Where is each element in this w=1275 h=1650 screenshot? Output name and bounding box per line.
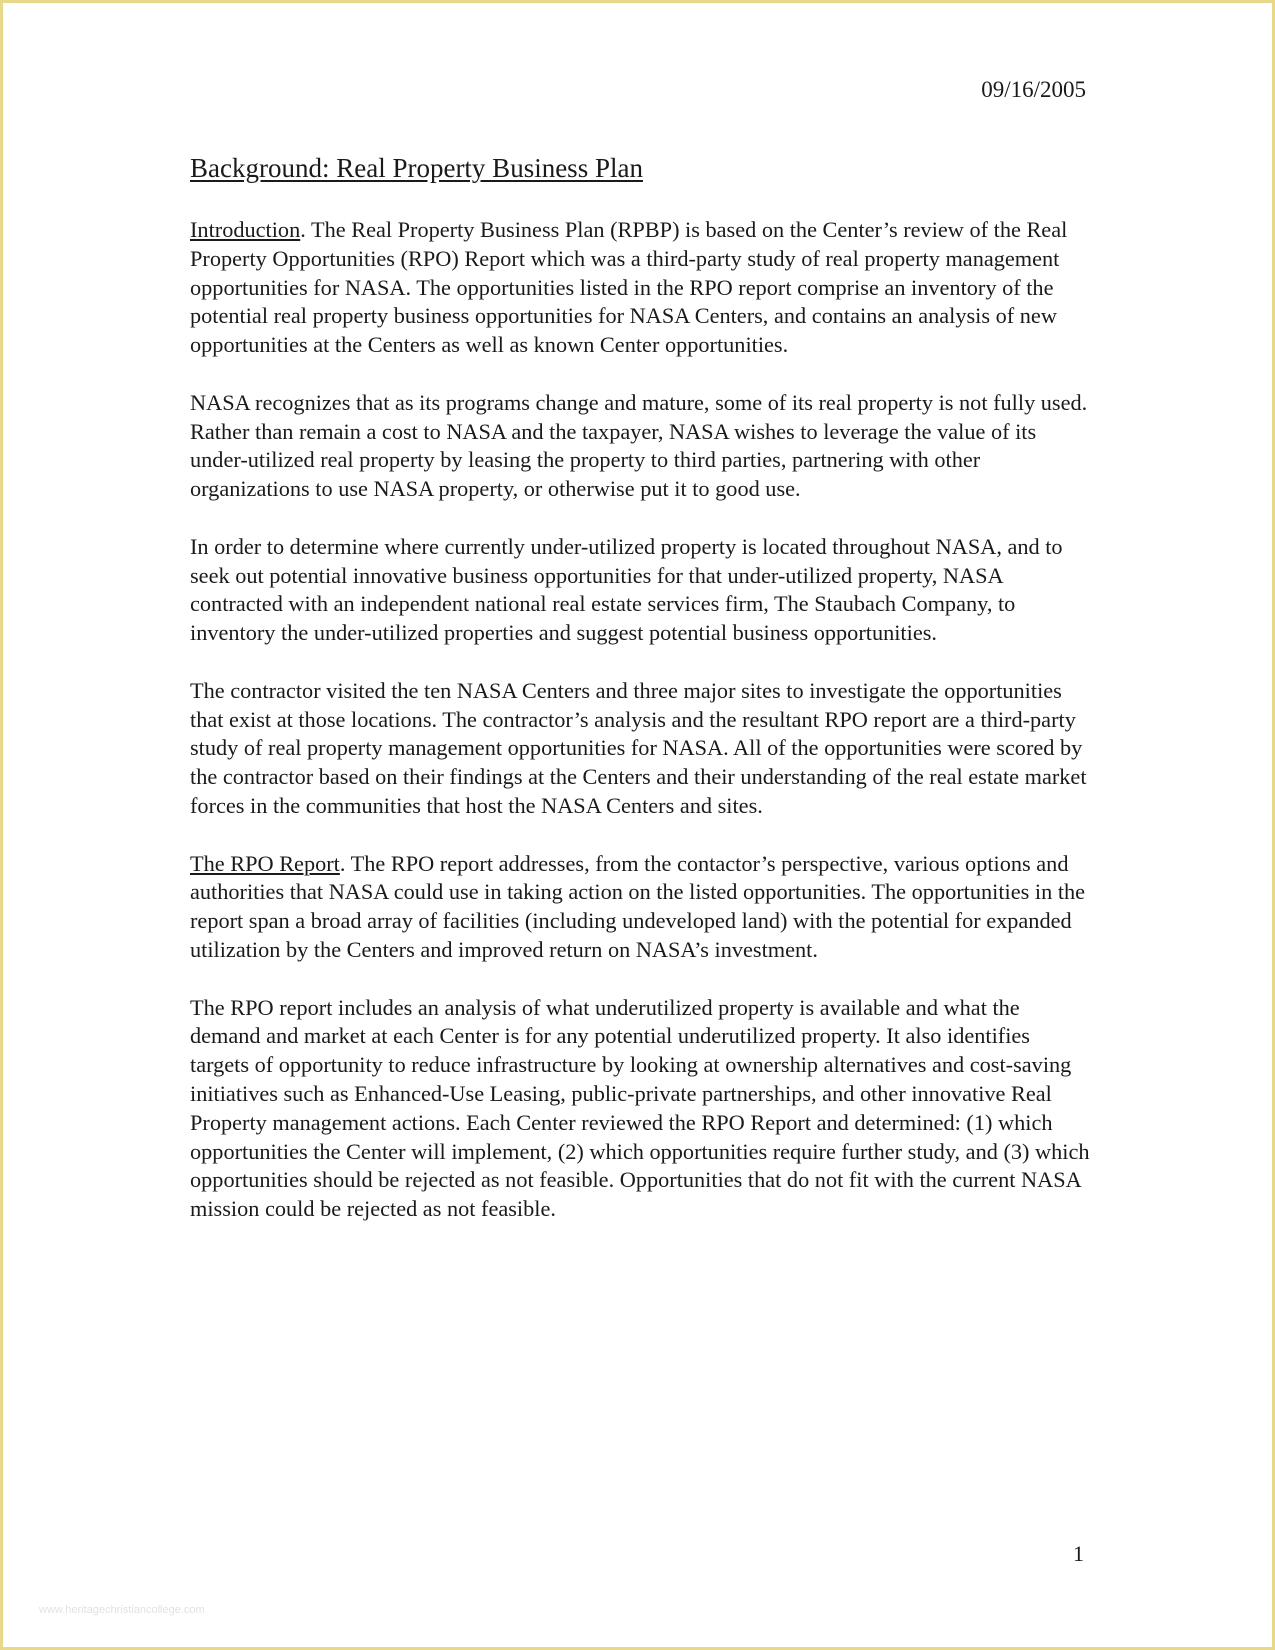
paragraph-rpo-analysis — [190, 994, 1090, 1224]
paragraph-text: In order to determine where currently under-utilized property is located throughout NASA, and to seek out potential innovative business opportunities for that under-utilized property, NASA contracted with an independent national real estate services firm, The Staubach Company, to inventory the under-utilized properties and suggest potential business opportunities. — [190, 533, 1063, 646]
paragraph-text: The RPO report includes an analysis of what underutilized property is available and what the demand and market at each Center is for any potential underutilized property. It also identifies targets of opportunity to reduce infrastructure by looking at ownership alternatives and cost-saving initiatives such as Enhanced-Use Leasing, public-private partnerships, and other innovative Real Property management actions. Each Center reviewed the RPO Report and determined: (1) which opportunities the Center will implement, (2) which opportunities require further study, and (3) which opportunities should be rejected as not feasible. Opportunities that do not fit with the current NASA mission could be rejected as not feasible. — [190, 994, 1090, 1222]
paragraph-introduction — [190, 216, 1090, 360]
paragraph-lead-heading: The RPO Report — [190, 850, 340, 876]
watermark-text: www.heritagechristiancollege.com — [39, 1604, 205, 1616]
paragraph-rpo-report — [190, 850, 1090, 965]
paragraph-text: NASA recognizes that as its programs change and mature, some of its real property is not fully used. Rather than remain a cost to NASA and the taxpayer, NASA wishes to leverage the value of its under-utilized real property by leasing the property to third parties, partnering with other organizations to use NASA property, or otherwise put it to good use. — [190, 389, 1088, 502]
paragraph-nasa-recognizes — [190, 389, 1090, 504]
document-body — [190, 216, 1090, 1253]
paragraph-text: . The Real Property Business Plan (RPBP) is based on the Center’s review of the Real Property Opportunities (RPO) Report which was a third-party study of real property management opportunities for NASA. The opportunities listed in the RPO report comprise an inventory of the potential real property business opportunities for NASA Centers, and contains an analysis of new opportunities at the Centers as well as known Center opportunities. — [190, 217, 1068, 358]
paragraph-order-to-determine — [190, 533, 1090, 648]
paragraph-text: The contractor visited the ten NASA Centers and three major sites to investigate the opportunities that exist at those locations. The contractor’s analysis and the resultant RPO report are a third-party study of real property management opportunities for NASA. All of the opportunities were scored by the contractor based on their findings at the Centers and their understanding of the real estate market forces in the communities that host the NASA Centers and sites. — [190, 677, 1087, 818]
document-title: Background: Real Property Business Plan — [190, 153, 643, 183]
page-number: 1 — [1073, 1541, 1084, 1566]
document-date: 09/16/2005 — [981, 77, 1086, 102]
paragraph-contractor-visited — [190, 677, 1090, 821]
paragraph-text: . The RPO report addresses, from the contactor’s perspective, various options and authorities that NASA could use in taking action on the listed opportunities. The opportunities in the report span a broad array of facilities (including undeveloped land) with the potential for expanded utilization by the Centers and improved return on NASA’s investment. — [190, 850, 1086, 962]
paragraph-lead-heading: Introduction — [190, 217, 301, 242]
